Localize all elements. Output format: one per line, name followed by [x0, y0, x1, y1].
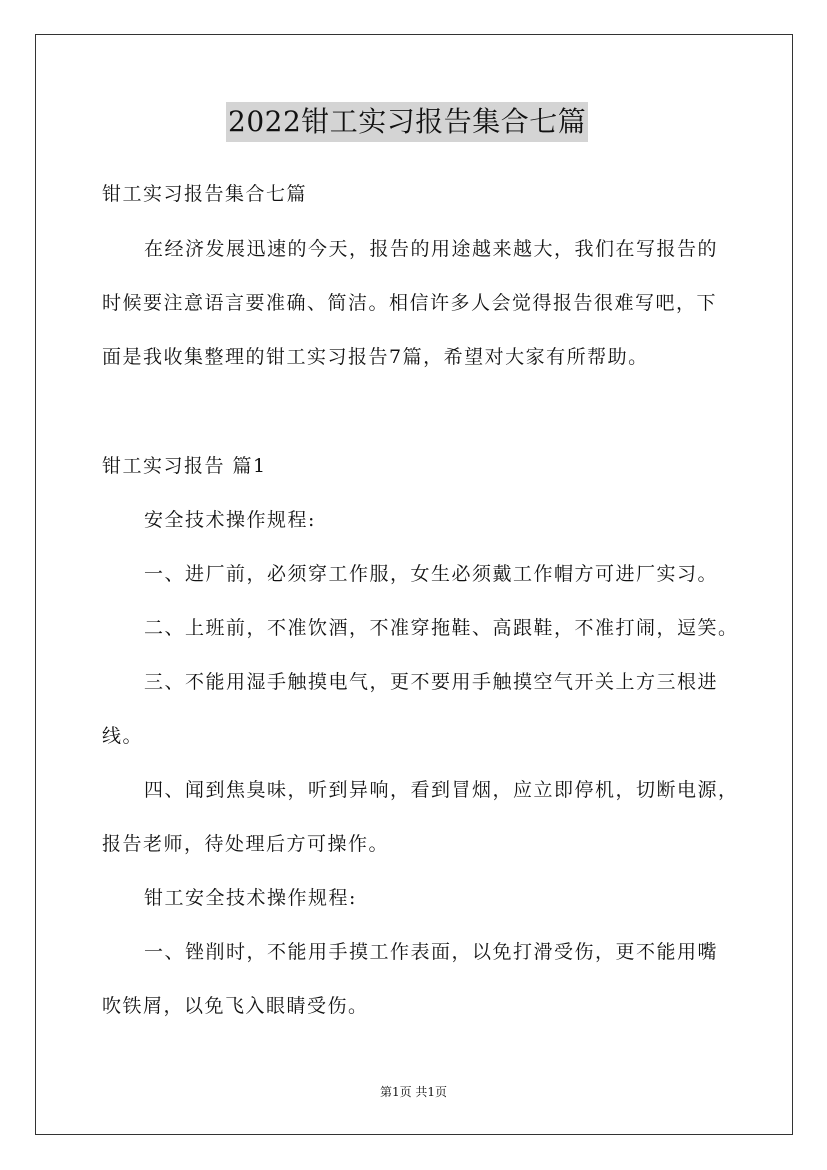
intro-line-3: 面是我收集整理的钳工实习报告7篇，希望对大家有所帮助。 — [102, 346, 649, 368]
rule-4-line-1: 四、闻到焦臭味，听到异响，看到冒烟，应立即停机，切断电源， — [144, 779, 739, 801]
rule-2: 二、上班前，不准饮酒，不准穿拖鞋、高跟鞋，不准打闹，逗笑。 — [144, 617, 739, 639]
fitter-rule-1-line-2: 吹铁屑，以免飞入眼睛受伤。 — [102, 995, 369, 1017]
fitter-rule-1-line-1: 一、锉削时，不能用手摸工作表面，以免打滑受伤，更不能用嘴 — [144, 941, 719, 963]
intro-line-1: 在经济发展迅速的今天，报告的用途越来越大，我们在写报告的 — [144, 238, 719, 260]
page-footer: 第1页 共1页 — [379, 1085, 448, 1099]
document-title: 2022钳工实习报告集合七篇 — [226, 102, 588, 142]
rule-4-line-2: 报告老师，待处理后方可操作。 — [102, 833, 390, 855]
intro-line-2: 时候要注意语言要准确、简洁。相信许多人会觉得报告很难写吧，下 — [102, 292, 718, 314]
rules-heading: 安全技术操作规程: — [144, 509, 316, 531]
rule-1: 一、进厂前，必须穿工作服，女生必须戴工作帽方可进厂实习。 — [144, 563, 719, 585]
rule-3-line-2: 线。 — [102, 725, 144, 747]
fitter-rules-heading: 钳工安全技术操作规程: — [144, 887, 357, 909]
document-subtitle: 钳工实习报告集合七篇 — [102, 183, 308, 205]
rule-3-line-1: 三、不能用湿手触摸电气，更不要用手触摸空气开关上方三根进 — [144, 671, 719, 693]
section-heading: 钳工实习报告 篇1 — [102, 455, 267, 477]
